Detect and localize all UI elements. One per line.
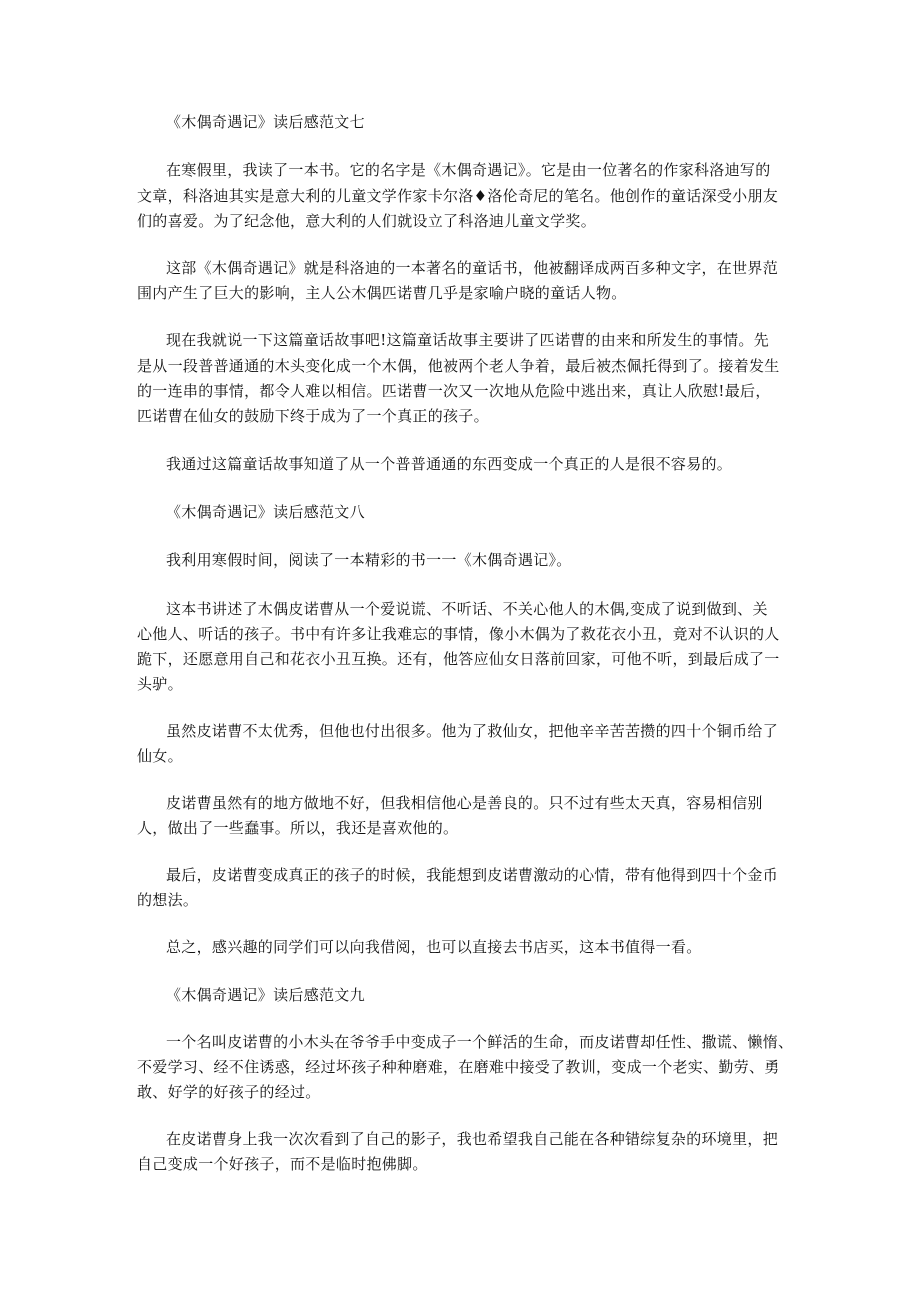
paragraph-line: 是从一段普普通通的木头变化成一个木偶，他被两个老人争着，最后被杰佩托得到了。接着发生 — [137, 357, 780, 375]
paragraph-line: 现在我就说一下这篇童话故事吧!这篇童话故事主要讲了匹诺曹的由来和所发生的事情。先 — [166, 331, 770, 349]
paragraph-line: 一个名叫皮诺曹的小木头在爷爷手中变成子一个鲜活的生命，而皮诺曹却任性、撒谎、懒惰、 — [166, 1033, 794, 1051]
paragraph-line: 这部《木偶奇遇记》就是科洛迪的一本著名的童话书，他被翻译成两百多种文字，在世界范 — [166, 259, 779, 277]
section-title-9: 《木偶奇遇记》读后感范文九 — [166, 986, 365, 1004]
paragraph-line: 在寒假里，我读了一本书。它的名字是《木偶奇遇记》。它是由一位著名的作家科洛迪写的 — [166, 161, 771, 179]
section-title-8: 《木偶奇遇记》读后感范文八 — [166, 503, 365, 521]
paragraph-line: 跪下，还愿意用自己和花衣小丑互换。还有，他答应仙女日落前回家，可他不听，到最后成了一 — [137, 650, 780, 668]
paragraph-line: 围内产生了巨大的影响，主人公木偶匹诺曹几乎是家喻户晓的童话人物。 — [137, 284, 627, 302]
paragraph-line: 总之，感兴趣的同学们可以向我借阅，也可以直接去书店买，这本书值得一看。 — [166, 938, 702, 956]
paragraph-line: 的想法。 — [137, 891, 199, 909]
paragraph-line: 敢、好学的好孩子的经过。 — [137, 1083, 321, 1101]
paragraph-line: 最后，皮诺曹变成真正的孩子的时候，我能想到皮诺曹激动的心情，带有他得到四十个金币 — [166, 866, 779, 884]
paragraph-line: 头驴。 — [137, 675, 183, 693]
paragraph-line: 心他人、听话的孩子。书中有许多让我难忘的事情，像小木偶为了救花衣小丑，竟对不认识的人 — [137, 625, 780, 643]
paragraph-line: 我利用寒假时间，阅读了一本精彩的书一一《木偶奇遇记》。 — [166, 551, 572, 569]
paragraph-line: 虽然皮诺曹不太优秀，但他也付出很多。他为了救仙女，把他辛辛苦苦攒的四十个铜币给了 — [166, 722, 779, 740]
paragraph-line: 不爱学习、经不住诱惑，经过坏孩子种种磨难，在磨难中接受了教训，变成一个老实、勤劳、勇 — [137, 1058, 780, 1076]
paragraph-line: 自己变成一个好孩子，而不是临时抱佛脚。 — [137, 1155, 428, 1173]
paragraph-line: 我通过这篇童话故事知道了从一个普普通通的东西变成一个真正的人是很不容易的。 — [166, 455, 733, 473]
paragraph-line: 皮诺曹虽然有的地方做地不好，但我相信他心是善良的。只不过有些太天真，容易相信别 — [166, 794, 763, 812]
paragraph-line: 这本书讲述了木偶皮诺曹从一个爱说谎、不听话、不关心他人的木偶,变成了说到做到、关 — [166, 600, 768, 618]
paragraph-line: 的一连串的事情，都令人难以相信。匹诺曹一次又一次地从危险中逃出来，真让人欣慰!最后， — [137, 382, 771, 400]
paragraph-line: 在皮诺曹身上我一次次看到了自己的影子，我也希望我自己能在各种错综复杂的环境里，把 — [166, 1130, 779, 1148]
paragraph-line: 文章，科洛迪其实是意大利的儿童文学作家卡尔洛♦洛伦奇尼的笔名。他创作的童话深受小朋友 — [137, 187, 779, 205]
paragraph-line: 仙女。 — [137, 747, 183, 765]
section-title-7: 《木偶奇遇记》读后感范文七 — [166, 113, 365, 131]
paragraph-line: 们的喜爱。为了纪念他，意大利的人们就设立了科洛迪儿童文学奖。 — [137, 212, 597, 230]
paragraph-line: 匹诺曹在仙女的鼓励下终于成为了一个真正的孩子。 — [137, 407, 489, 425]
paragraph-line: 人，做出了一些蠢事。所以，我还是喜欢他的。 — [137, 819, 459, 837]
